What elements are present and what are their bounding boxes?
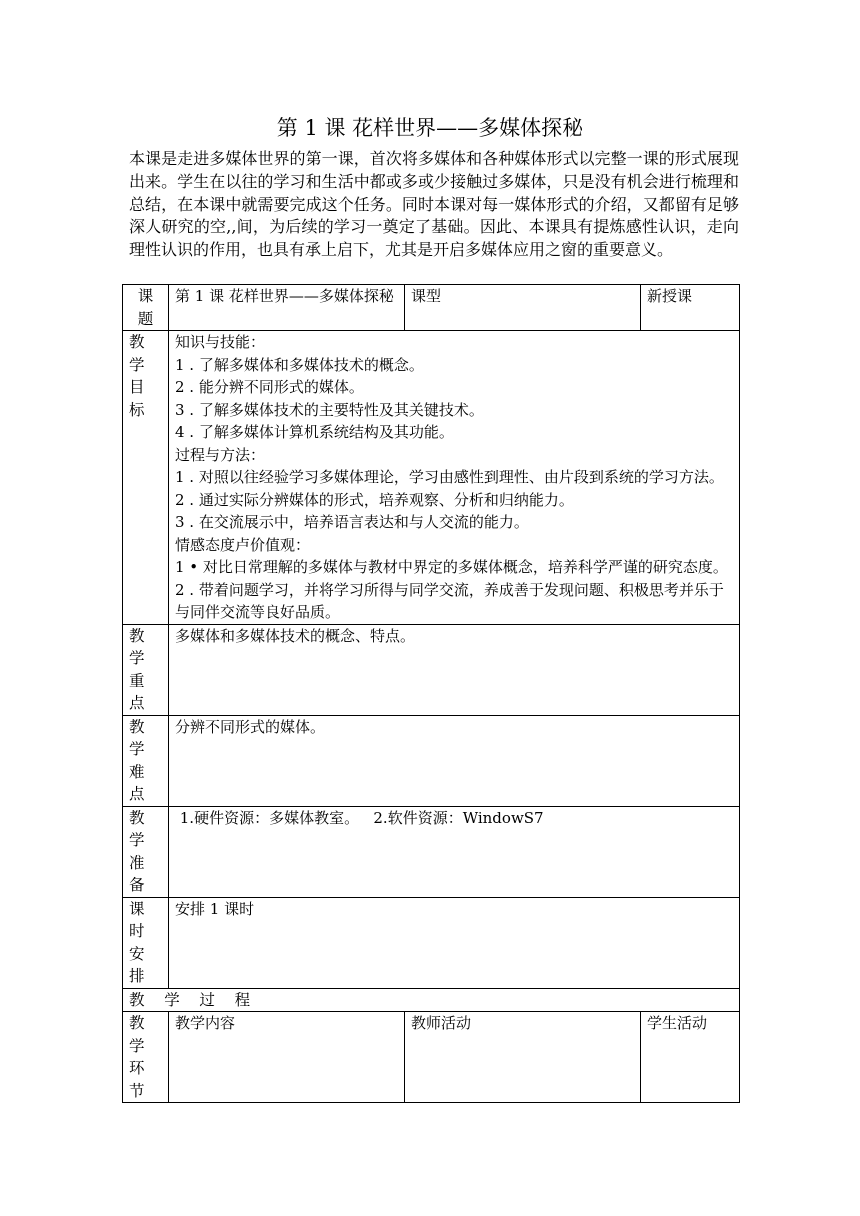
page-title: 第 1 课 花样世界——多媒体探秘	[276, 116, 584, 140]
goal-item: 1 . 对照以往经验学习多媒体理论，学习由感性到理性、由片段到系统的学习方法。 2 . 通过实际分辨媒体的形式，培养观察、分析和归纳能力。	[175, 468, 724, 509]
header-teacher-activity: 教师活动	[405, 1012, 641, 1103]
lesson-plan-table	[122, 284, 740, 1103]
goal-item: 2 . 能分辨不同形式的媒体。	[175, 378, 364, 396]
goals-heading-knowledge: 知识与技能：	[175, 333, 266, 351]
preparation-content: 1.硬件资源：多媒体教室。 2.软件资源：WindowS7	[169, 806, 740, 897]
goals-heading-process: 过程与方法：	[175, 445, 266, 464]
label-topic: 课 题	[123, 285, 169, 331]
row-goals	[123, 331, 740, 625]
teaching-process-label: 教 学 过 程	[123, 988, 740, 1012]
goal-item: 3 . 了解多媒体技术的主要特性及其关键技术。	[175, 400, 484, 419]
row-topic	[123, 285, 740, 331]
label-difficult-points: 教 学 难 点	[123, 715, 169, 806]
row-preparation	[123, 806, 740, 897]
lesson-type-value: 新授课	[641, 285, 740, 331]
row-difficult-points	[123, 715, 740, 806]
difficult-points-content: 分辨不同形式的媒体。	[169, 715, 740, 806]
row-key-points	[123, 624, 740, 715]
row-schedule	[123, 897, 740, 988]
goal-item: 3 . 在交流展示中，培养语言表达和与人交流的能力。	[175, 513, 529, 531]
header-teaching-content: 教学内容	[169, 1012, 405, 1103]
goal-item: 1 . 了解多媒体和多媒体技术的概念。	[175, 355, 424, 374]
goals-content	[169, 331, 740, 625]
row-process-header	[123, 1012, 740, 1103]
row-process	[123, 988, 740, 1012]
topic-value: 第 1 课 花样世界——多媒体探秘	[169, 285, 405, 331]
lesson-type-label: 课型	[405, 285, 641, 331]
goals-heading-attitude: 情感态度卢价值观：	[175, 535, 311, 554]
schedule-content: 安排 1 课时	[169, 897, 740, 988]
goal-item: 4 . 了解多媒体计算机系统结构及其功能。	[175, 423, 454, 441]
label-goals: 教 学 目 标	[123, 331, 169, 625]
intro-paragraph: 本课是走进多媒体世界的第一课，首次将多媒体和各种媒体形式以完整一课的形式展现出来。学生在以往的学习和生活中都或多或少接触过多媒体，只是没有机会进行梳理和总结，在本课中就需要完成这个任务。同时本课对每一媒体形式的介绍，又都留有足够深人研究的空,,间，为后续的学习一奠定了基础。因此、本课具有提炼感性认识，走向理性认识的作用，也具有承上启下，尤其是开启多媒体应用之窗的重要意义。	[129, 149, 739, 260]
label-key-points: 教 学 重 点	[123, 624, 169, 715]
label-teaching-stage: 教 学 环 节	[123, 1012, 169, 1103]
header-student-activity: 学生活动	[641, 1012, 740, 1103]
label-schedule: 课 时 安 排	[123, 897, 169, 988]
label-preparation: 教 学 准 备	[123, 806, 169, 897]
goal-item: 1 • 对比日常理解的多媒体与教材中界定的多媒体概念，培养科学严谨的研究态度。 2 . 带着问题学习，并将学习所得与同学交流，养成善于发现问题、积极思考并乐于与同伴交流等良好品质。	[175, 558, 728, 621]
key-points-content: 多媒体和多媒体技术的概念、特点。	[169, 624, 740, 715]
